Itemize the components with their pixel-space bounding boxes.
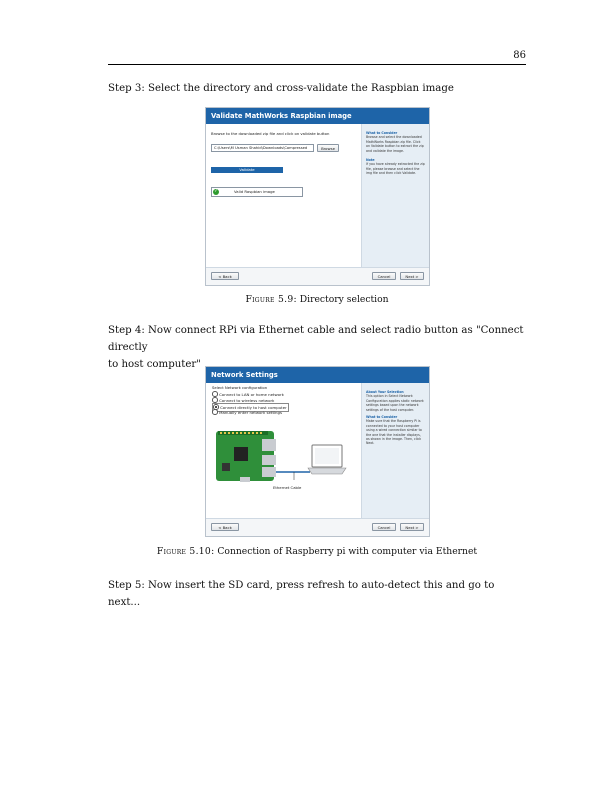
step5-paragraph: Step 5: Now insert the SD card, press refresh to auto-detect this and go to next...	[108, 580, 495, 608]
laptop-icon	[308, 445, 346, 474]
validate-help-text-2: If you have already extracted the zip file, please browse and select the img file and then click Validate.	[366, 162, 425, 176]
network-select-label: Select Network configuration	[212, 385, 268, 390]
validate-help-panel	[361, 124, 429, 268]
network-help-heading-1: About Your Selection	[366, 390, 404, 394]
figure-5-9-caption	[108, 294, 526, 305]
radio-lan-label: Connect to LAN or home network	[219, 392, 284, 398]
back-button[interactable]: < Back	[211, 523, 239, 531]
validate-button[interactable]: Validate	[211, 167, 283, 173]
radio-manual[interactable]	[212, 409, 282, 416]
validate-dialog-footer	[206, 267, 429, 285]
validate-dialog	[205, 107, 430, 286]
validation-result-label: Valid Raspbian image	[234, 189, 275, 194]
radio-wireless-label: Connect to wireless network	[219, 398, 275, 404]
next-button[interactable]: Next >	[400, 272, 424, 280]
network-dialog-title: Network Settings	[206, 367, 429, 383]
check-icon: ✓	[214, 189, 218, 194]
figure-5-10-label: Figure 5.10:	[156, 546, 215, 557]
network-help-heading-2: What to Consider	[366, 415, 398, 420]
ethernet-cable-label: Ethernet Cable	[273, 485, 302, 490]
step4-line-2: to host computer"	[108, 359, 201, 370]
validation-result-box	[211, 187, 303, 197]
validate-help-heading-1: What to Consider	[366, 131, 398, 135]
zip-path-input[interactable]: C:\Users\M Usman Shahid\Downloads\Compressed	[211, 144, 314, 152]
figure-5-9-label: Figure 5.9:	[245, 294, 297, 305]
browse-button[interactable]: Browse	[317, 144, 339, 152]
figure-5-9-text: Directory selection	[299, 294, 389, 305]
rpi-connection-illustration	[214, 425, 350, 487]
back-button[interactable]: < Back	[211, 272, 239, 280]
cancel-button[interactable]: Cancel	[372, 523, 396, 531]
step3-paragraph: Step 3: Select the directory and cross-validate the Raspbian image	[108, 83, 454, 94]
radio-manual-label: Manually enter network settings	[219, 410, 283, 416]
validate-dialog-title: Validate MathWorks Raspbian image	[206, 108, 429, 124]
radio-lan-circle[interactable]	[212, 391, 218, 397]
page-number: 86	[513, 50, 526, 61]
network-help-text-2: Make sure that the Raspberry Pi is connected to your host computer using a wired connection similar to the one that the installer displays, as shown in the image. Then, click Next.	[366, 419, 422, 446]
cancel-button[interactable]: Cancel	[372, 272, 396, 280]
radio-wireless-circle[interactable]	[212, 397, 218, 403]
raspberry-pi-board-icon	[216, 431, 276, 482]
figure-5-10-text: Connection of Raspberry pi with computer via Ethernet	[217, 546, 478, 557]
next-button[interactable]: Next >	[400, 523, 424, 531]
network-help-panel	[361, 383, 429, 519]
validate-help-text-1: Browse and select the downloaded MathWorks Raspbian zip file. Click on Validate button to extract the zip and validate the image.	[366, 135, 424, 153]
network-help-text-1: This option in Select Network Configuration applies static network settings based upon the network settings of the host computer.	[366, 394, 424, 412]
step4-line-1: Step 4: Now connect RPi via Ethernet cable and select radio button as "Connect directly	[108, 325, 524, 353]
network-dialog-footer	[206, 518, 429, 536]
radio-manual-circle[interactable]	[212, 409, 218, 415]
radio-direct-label: Connect directly to host computer	[220, 405, 287, 411]
validate-help-heading-2: Note	[366, 158, 375, 163]
validate-instruction: Browse to the downloaded zip file and click on validate button	[211, 131, 330, 136]
network-dialog	[205, 366, 430, 537]
figure-5-10-caption	[108, 546, 526, 557]
header-rule	[108, 64, 526, 65]
